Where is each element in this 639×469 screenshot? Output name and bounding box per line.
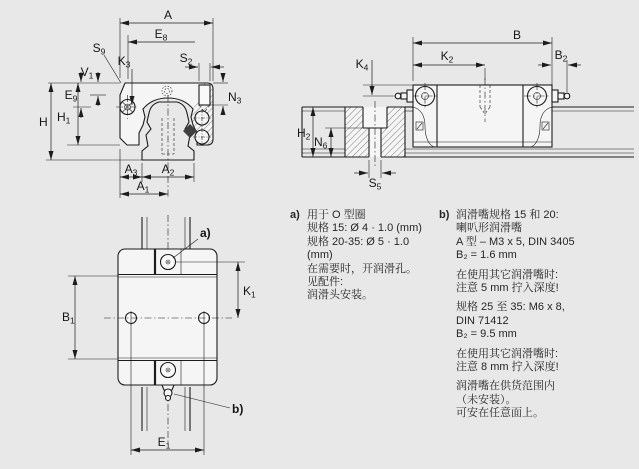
note-line: 见配件: xyxy=(307,276,344,289)
dim-label-H: H xyxy=(39,115,48,129)
rail-cross-section-block xyxy=(345,101,405,166)
note-line: 在需要时，开润滑孔。 xyxy=(307,262,417,275)
dim-label-A2: $A_2$ xyxy=(161,162,175,178)
dim-label-N6: $N_6$ xyxy=(314,135,328,151)
note-line: 规格 20-35: Ø 5 · 1.0 xyxy=(307,235,410,248)
note-line: 注意 5 mm 拧入深度! xyxy=(456,282,559,295)
carriage-cross-section xyxy=(116,83,213,198)
note-line: 润滑嘴规格 15 和 20: xyxy=(456,209,559,221)
note-a-text xyxy=(307,209,422,303)
side-view-diagram xyxy=(295,10,639,205)
note-line: 规格 25 至 35: M6 x 8, xyxy=(456,301,565,314)
dim-label-E8: $E_8$ xyxy=(154,27,168,43)
dim-label-H2: $H_2$ xyxy=(297,126,311,142)
note-line: (mm) xyxy=(307,249,333,262)
dim-label-S2: $S_2$ xyxy=(179,51,193,67)
cross-section-diagram xyxy=(35,5,295,205)
dim-label-B2: $B_2$ xyxy=(554,48,568,64)
note-a xyxy=(290,209,440,303)
note-b-label: b) xyxy=(439,209,450,221)
note-line: A 型 – M3 x 5, DIN 3405 xyxy=(456,235,575,248)
dim-label-E9: $E_9$ xyxy=(64,88,78,104)
callout-a: a) xyxy=(200,226,211,240)
carriage-side xyxy=(395,78,570,147)
note-line: 润滑嘴在供货范围内 xyxy=(456,380,555,393)
dim-label-S5: $S_5$ xyxy=(368,176,382,192)
note-line: 喇叭形润滑嘴 xyxy=(456,222,522,235)
lube-port-bottom xyxy=(161,363,176,378)
dim-label-K3: $K_3$ xyxy=(117,54,131,70)
dim-label-K2: $K_2$ xyxy=(440,49,454,65)
dim-label-N3: $N_3$ xyxy=(228,90,242,106)
carriage-top-view xyxy=(104,249,232,401)
dim-label-A1: $A_1$ xyxy=(136,179,150,195)
note-a-label: a) xyxy=(290,209,300,221)
lube-port-top xyxy=(161,255,176,270)
note-line: 在使用其它润滑嘴时: xyxy=(456,268,559,281)
dim-label-S9: $S_9$ xyxy=(92,41,106,57)
dim-label-A3: $A_3$ xyxy=(124,162,138,178)
note-line: 规格 15: Ø 4 · 1.0 (mm) xyxy=(307,222,422,235)
dim-label-H1: $H_1$ xyxy=(57,110,71,126)
grease-nipple-left xyxy=(395,90,413,102)
note-b-text xyxy=(456,209,575,421)
dim-label-B: B xyxy=(512,28,522,42)
note-line: B₂ = 1.6 mm xyxy=(456,249,517,262)
note-b xyxy=(439,209,639,421)
top-view-diagram xyxy=(60,212,295,469)
note-line: 用于 O 型圈 xyxy=(307,209,366,221)
dim-label-K1: $K_1$ xyxy=(243,284,256,300)
dim-label-B1: $B_1$ xyxy=(62,310,75,326)
dim-label-K4: $K_4$ xyxy=(355,57,369,73)
dim-label-E1: $E_1$ xyxy=(157,435,171,451)
note-line: 注意 8 mm 拧入深度! xyxy=(456,361,559,374)
note-line: 润滑头安装。 xyxy=(307,289,373,302)
note-line: B₂ = 9.5 mm xyxy=(456,328,517,341)
note-line: （未安装）。 xyxy=(456,393,517,406)
note-line: DIN 71412 xyxy=(456,314,509,327)
dim-label-A: A xyxy=(163,8,173,22)
note-line: 可安在任意面上。 xyxy=(456,407,544,420)
dim-label-V1: $V_1$ xyxy=(80,65,94,81)
callout-b: b) xyxy=(232,402,244,416)
grease-nipple-bottom xyxy=(162,385,174,401)
note-line: 在使用其它润滑嘴时: xyxy=(456,347,559,360)
